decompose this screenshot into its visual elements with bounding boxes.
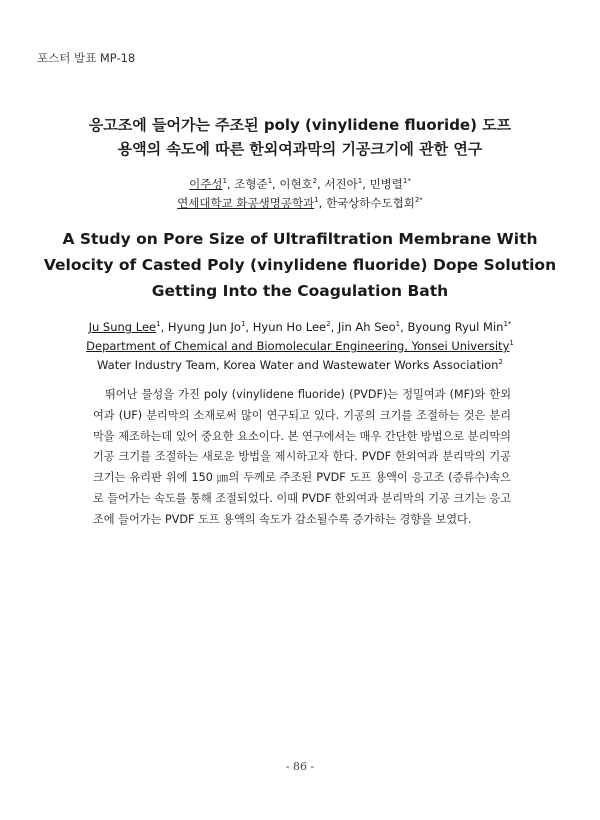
affiliation: Water Industry Team, Korea Water and Wastewater Works Association bbox=[97, 358, 499, 372]
affiliation-mark: 2 bbox=[498, 358, 503, 367]
poster-session-tag: 포스터 발표 MP-18 bbox=[37, 51, 136, 65]
korean-title-line: 응고조에 들어가는 주조된 poly (vinylidene fluoride) 도프 bbox=[88, 116, 512, 134]
korean-authors bbox=[0, 175, 600, 213]
affiliation-mark: 2* bbox=[414, 196, 423, 205]
affiliation: 한국상하수도협회 bbox=[325, 196, 415, 210]
affiliation-mark: 1* bbox=[402, 177, 411, 186]
affiliation-mark: 1 bbox=[357, 177, 363, 186]
affiliation-mark: 1 bbox=[222, 177, 227, 186]
page-number: - 86 - bbox=[285, 760, 315, 773]
affiliation-mark: 2 bbox=[312, 177, 318, 186]
author-name: 이현호 bbox=[279, 177, 313, 191]
affiliation-mark: 2 bbox=[326, 320, 331, 329]
affiliation-mark: 1 bbox=[156, 320, 161, 329]
affiliation-mark: 1 bbox=[267, 177, 273, 186]
affiliation: Department of Chemical and Biomolecular Engineering, Yonsei University bbox=[86, 339, 510, 353]
english-author-list: Ju Sung Lee$^1$, Hyung Jun Jo$^1$, Hyun Ho Lee$^2$, Jin Ah Seo$^1$, Byoung Ryul Min$^{1*}$ bbox=[88, 320, 512, 334]
english-title-line: Getting Into the Coagulation Bath bbox=[151, 282, 449, 300]
affiliation-mark: 1 bbox=[314, 196, 319, 205]
author-name: 서진아 bbox=[324, 177, 358, 191]
english-affiliation-1 bbox=[0, 337, 600, 356]
english-title-line: A Study on Pore Size of Ultrafiltration Membrane With bbox=[62, 230, 538, 248]
affiliation-mark: 1 bbox=[509, 339, 514, 348]
author-name: 이주성 bbox=[189, 177, 223, 191]
english-affiliation-2 bbox=[0, 356, 600, 375]
english-authors bbox=[0, 318, 600, 375]
author-name: Hyung Jun Jo bbox=[167, 320, 241, 334]
author-name: Hyun Ho Lee bbox=[252, 320, 327, 334]
korean-author-list: 이주성$^1$, 조형준$^1$, 이현호$^2$, 서진아$^1$, 민병렬$^{1*}$ bbox=[189, 177, 411, 191]
author-name: Jin Ah Seo bbox=[337, 320, 396, 334]
author-name: 조형준 bbox=[234, 177, 268, 191]
affiliation-mark: 1 bbox=[240, 320, 246, 329]
author-name: Ju Sung Lee bbox=[88, 320, 157, 334]
korean-title-line: 용액의 속도에 따른 한외여과막의 기공크기에 관한 연구 bbox=[117, 140, 483, 158]
korean-affiliations: 연세대학교 화공생명공학과$^1$, 한국상하수도협회$^{2*}$ bbox=[177, 196, 423, 210]
affiliation-mark: 1* bbox=[503, 320, 512, 329]
abstract-body bbox=[93, 385, 511, 531]
abstract-text: 뛰어난 물성을 가진 poly (vinylidene fluoride) (PVDF)는 정밀여과 (MF)와 한외여과 (UF) 분리막의 소재로써 많이 연구되고 있다. 기공의 크기를 조절하는 것은 분리막을 제조하는데 있어 중요한 요소이다. 본 연구에서는 매우 간단한 방법으로 분리막의 기공 크기를 조절하는 새로운 방법을 제시하고자 한다. PVDF 한외여과 분리막의 기공 크기는 유리판 위에 150 ㎛의 두께로 주조된 PVDF 도프 용액이 응고조 (증류수)속으로 들어가는 속도를 통해 조절되었다. 이때 PVDF 한외여과 분리막의 기공 크기는 응고조에 들어가는 PVDF 도프 용액의 속도가 감소될수록 증가하는 경향을 보였다. bbox=[93, 388, 511, 526]
author-name: Byoung Ryul Min bbox=[407, 320, 504, 334]
english-title bbox=[0, 226, 600, 304]
english-title-line: Velocity of Casted Poly (vinylidene fluoride) Dope Solution bbox=[43, 256, 557, 274]
author-name: 민병렬 bbox=[369, 177, 403, 191]
affiliation-mark: 1 bbox=[395, 320, 401, 329]
korean-title bbox=[0, 113, 600, 161]
affiliation: 연세대학교 화공생명공학과 bbox=[177, 196, 315, 210]
